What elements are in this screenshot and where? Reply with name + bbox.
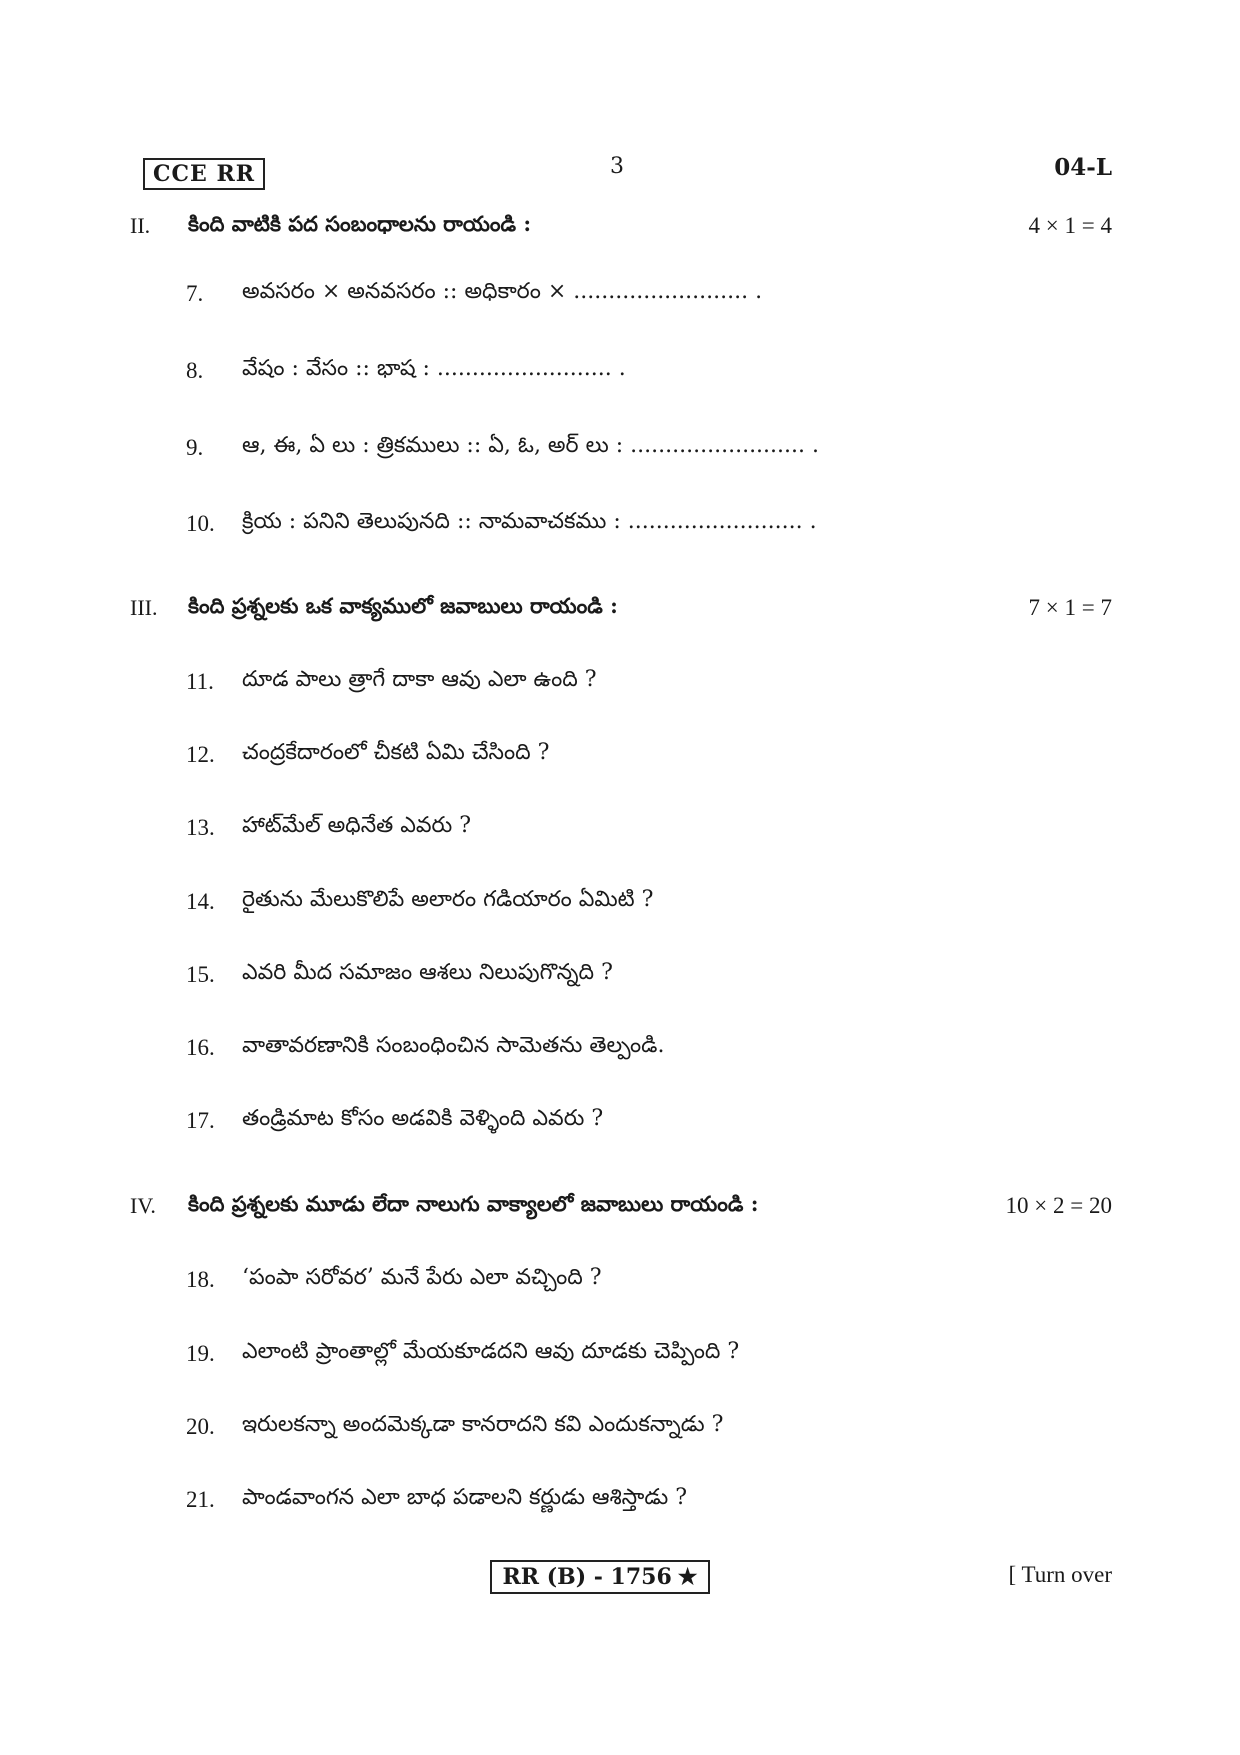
question-text: ఎలాంటి ప్రాంతాల్లో మేయకూడదని ఆవు దూడకు చెప్పింది ?: [242, 1339, 740, 1364]
question-text: దూడ పాలు త్రాగే దాకా ఆవు ఎలా ఉంది ?: [242, 667, 597, 692]
booklet-code-box: [490, 1560, 710, 1594]
question-number: 16.: [186, 1035, 215, 1060]
question-text: వాతావరణానికి సంబంధించిన సామెతను తెల్పండి.: [242, 1033, 665, 1058]
booklet-code: RR (B) - 1756: [502, 1564, 672, 1590]
question-item: [186, 274, 762, 314]
section-2-heading: [130, 206, 1112, 246]
section-number: II.: [130, 213, 151, 238]
paper-code: 04-L: [1054, 154, 1112, 181]
question-text: ఇరులకన్నా అందమెక్కడా కానరాదని కవి ఎందుకన్నాడు ?: [242, 1412, 724, 1437]
question-number: 14.: [186, 889, 215, 914]
question-item: [186, 1260, 602, 1300]
question-item: [186, 662, 597, 702]
question-number: 18.: [186, 1267, 215, 1292]
question-item: [186, 1101, 603, 1141]
question-number: 21.: [186, 1487, 215, 1512]
question-number: 17.: [186, 1108, 215, 1133]
question-item: [186, 882, 653, 922]
question-number: 15.: [186, 962, 215, 987]
question-number: 10.: [186, 511, 215, 536]
section-instruction: కింది వాటికి పద సంబంధాలను రాయండి :: [188, 210, 532, 236]
section-marks: 10 × 2 = 20: [1005, 1193, 1112, 1218]
question-item: [186, 504, 817, 544]
question-number: 9.: [186, 435, 204, 460]
question-item: [186, 428, 819, 468]
question-number: 7.: [186, 281, 204, 306]
question-item: [186, 1480, 687, 1520]
question-number: 8.: [186, 358, 204, 383]
question-text: ఎవరి మీద సమాజం ఆశలు నిలుపుగొన్నది ?: [242, 960, 613, 985]
question-number: 11.: [186, 669, 214, 694]
section-number: III.: [130, 595, 158, 620]
section-marks: 7 × 1 = 7: [1028, 595, 1112, 620]
question-item: [186, 735, 549, 775]
question-text: వేషం : వేసం :: భాష : ......................... .: [242, 356, 626, 381]
question-text: రైతును మేలుకొలిపే అలారం గడియారం ఏమిటి ?: [242, 887, 654, 912]
question-number: 12.: [186, 742, 215, 767]
question-number: 20.: [186, 1414, 215, 1439]
section-marks: 4 × 1 = 4: [1028, 213, 1112, 238]
question-text: తండ్రిమాట కోసం అడవికి వెళ్ళింది ఎవరు ?: [242, 1106, 604, 1131]
question-text: హాట్‌మేల్ అధినేత ఎవరు ?: [242, 813, 471, 838]
question-item: [186, 1334, 739, 1374]
turn-over-note: [ Turn over: [1008, 1562, 1112, 1587]
question-text: అవసరం × అనవసరం :: అధికారం × ......................... .: [242, 279, 763, 304]
page-number: 3: [610, 154, 624, 179]
question-number: 13.: [186, 815, 215, 840]
question-item: [186, 351, 626, 391]
question-text: పాండవాంగన ఎలా బాధ పడాలని కర్ణుడు ఆశిస్తాడు ?: [242, 1485, 688, 1510]
question-item: [186, 808, 471, 848]
question-number: 19.: [186, 1341, 215, 1366]
question-text: చంద్రకేదారంలో చీకటి ఏమి చేసింది ?: [242, 740, 550, 765]
star-icon: ★: [677, 1564, 698, 1590]
section-instruction: కింది ప్రశ్నలకు ఒక వాక్యములో జవాబులు రాయండి :: [188, 592, 618, 618]
section-number: IV.: [130, 1193, 156, 1218]
section-3-heading: [130, 588, 1112, 628]
question-item: [186, 1028, 664, 1068]
question-text: ‘పంపా సరోవర’ మనే పేరు ఎలా వచ్చింది ?: [242, 1265, 602, 1290]
question-text: ఆ, ఈ, ఏ లు : త్రికములు :: ఏ, ఓ, అర్ లు : ......................... .: [242, 433, 819, 458]
section-4-heading: [130, 1186, 1112, 1226]
exam-code-box: CCE RR: [143, 158, 265, 190]
question-item: [186, 955, 613, 995]
section-instruction: కింది ప్రశ్నలకు మూడు లేదా నాలుగు వాక్యాలలో జవాబులు రాయండి :: [188, 1190, 759, 1216]
question-text: క్రియ : పనిని తెలుపునది :: నామవాచకము : ......................... .: [242, 509, 817, 534]
question-item: [186, 1407, 723, 1447]
